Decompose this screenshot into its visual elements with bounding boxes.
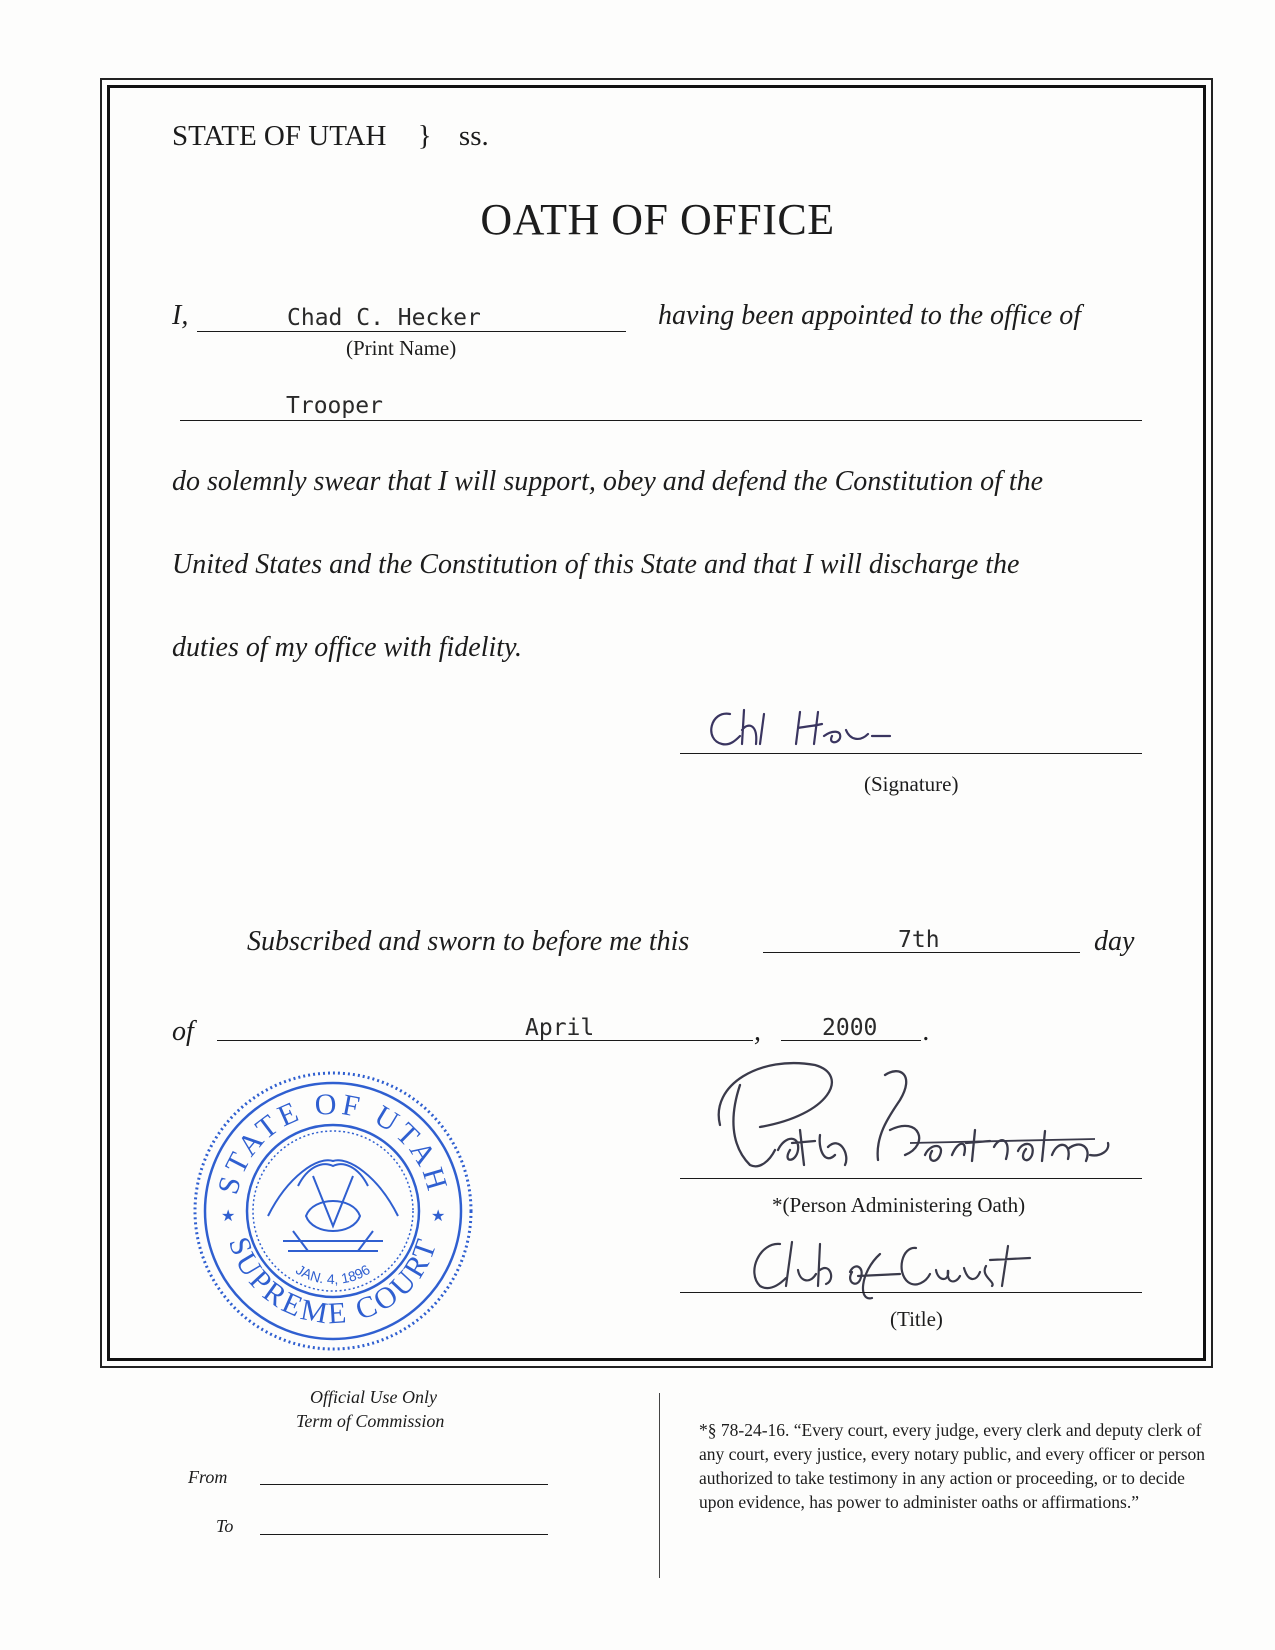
day-value: 7th (898, 927, 940, 953)
svg-text:★: ★ (431, 1206, 446, 1225)
signature-caption: (Signature) (864, 772, 959, 796)
from-underline[interactable] (260, 1484, 548, 1485)
name-value: Chad C. Hecker (287, 305, 481, 331)
of-label: of (172, 1016, 194, 1047)
oath-line-2: United States and the Constitution of this State and that I will discharge the (172, 549, 1020, 580)
office-underline (180, 420, 1142, 421)
oath-line-3: duties of my office with fidelity. (172, 632, 522, 663)
from-label: From (188, 1467, 228, 1487)
term-of-commission-label: Term of Commission (296, 1411, 445, 1431)
official-use-label: Official Use Only (310, 1387, 437, 1407)
document-title: OATH OF OFFICE (480, 195, 835, 244)
oath-taker-signature (700, 700, 930, 760)
title-caption: (Title) (890, 1307, 943, 1331)
seal-bottom-text: SUPREME COURT (221, 1232, 445, 1331)
brace: } (417, 120, 432, 152)
footer-divider (659, 1393, 660, 1578)
state-name: STATE OF UTAH (172, 120, 387, 152)
administrator-caption: *(Person Administering Oath) (772, 1193, 1026, 1217)
seal-date-text: JAN. 4, 1896 (293, 1261, 373, 1288)
to-label: To (216, 1516, 234, 1536)
year-value: 2000 (822, 1015, 878, 1041)
to-underline[interactable] (260, 1534, 548, 1535)
svg-text:JAN. 4, 1896 (293, 1261, 373, 1287)
svg-text:★: ★ (221, 1206, 236, 1225)
sworn-text: Subscribed and sworn to before me this (247, 926, 690, 957)
appointed-text: having been appointed to the office of (658, 300, 1082, 331)
title-underline (680, 1292, 1142, 1293)
supreme-court-seal (188, 1066, 478, 1356)
month-value: April (525, 1015, 595, 1041)
statute-note: *§ 78-24-16. “Every court, every judge, every clerk and deputy clerk of any court, every justice, every notary public, and every officer or person authorized to take testimony in any action or proceeding, or to decide upon evidence, has power to administer oaths or affirmations.” (699, 1420, 1206, 1512)
venue-line (172, 120, 489, 153)
month-underline (217, 1040, 753, 1041)
date-period: . (923, 1016, 930, 1047)
seal-top-text: STATE OF UTAH (211, 1087, 455, 1198)
name-underline (197, 331, 626, 332)
oath-line-1: do solemnly swear that I will support, obey and defend the Constitution of the (172, 466, 1044, 497)
signature-underline (680, 753, 1142, 754)
i-label: I, (172, 300, 189, 331)
date-comma: , (754, 1016, 761, 1047)
svg-text:STATE OF UTAH (212, 1088, 455, 1198)
office-value: Trooper (286, 393, 383, 419)
ss-label: ss. (458, 120, 489, 152)
day-label: day (1094, 926, 1135, 957)
administrator-signature (700, 1055, 1170, 1185)
name-caption: (Print Name) (346, 336, 457, 360)
administrator-underline (680, 1178, 1142, 1179)
